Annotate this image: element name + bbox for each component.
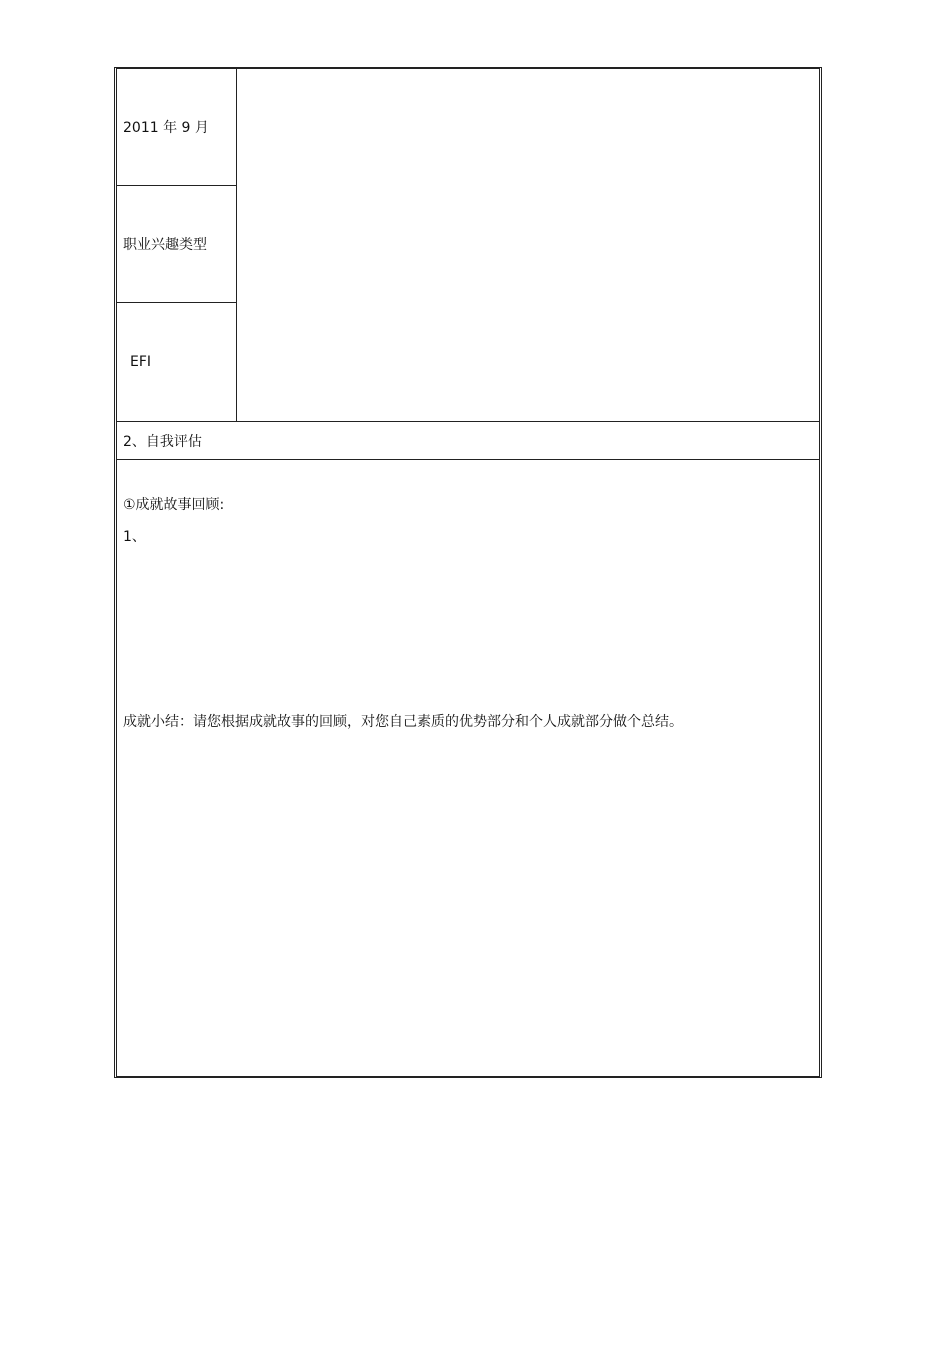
interest-type-label: 职业兴趣类型 [123, 237, 207, 253]
achievement-heading: ①成就故事回顾: [123, 497, 225, 513]
efi-cell [117, 303, 237, 421]
label-column [117, 69, 237, 421]
section-title: 2、自我评估 [123, 433, 202, 450]
date-label: 2011 年 9 月 [123, 120, 209, 136]
form-table [114, 67, 822, 1078]
achievement-summary-prompt: 成就小结：请您根据成就故事的回顾，对您自己素质的优势部分和个人成就部分做个总结。 [123, 714, 683, 730]
section-header [117, 421, 819, 460]
efi-label: EFI [130, 354, 152, 370]
date-cell [117, 69, 237, 186]
answer-area [237, 69, 819, 421]
achievement-item-1: 1、 [123, 529, 146, 545]
self-assessment-body [117, 460, 819, 1076]
interest-type-cell [117, 186, 237, 303]
